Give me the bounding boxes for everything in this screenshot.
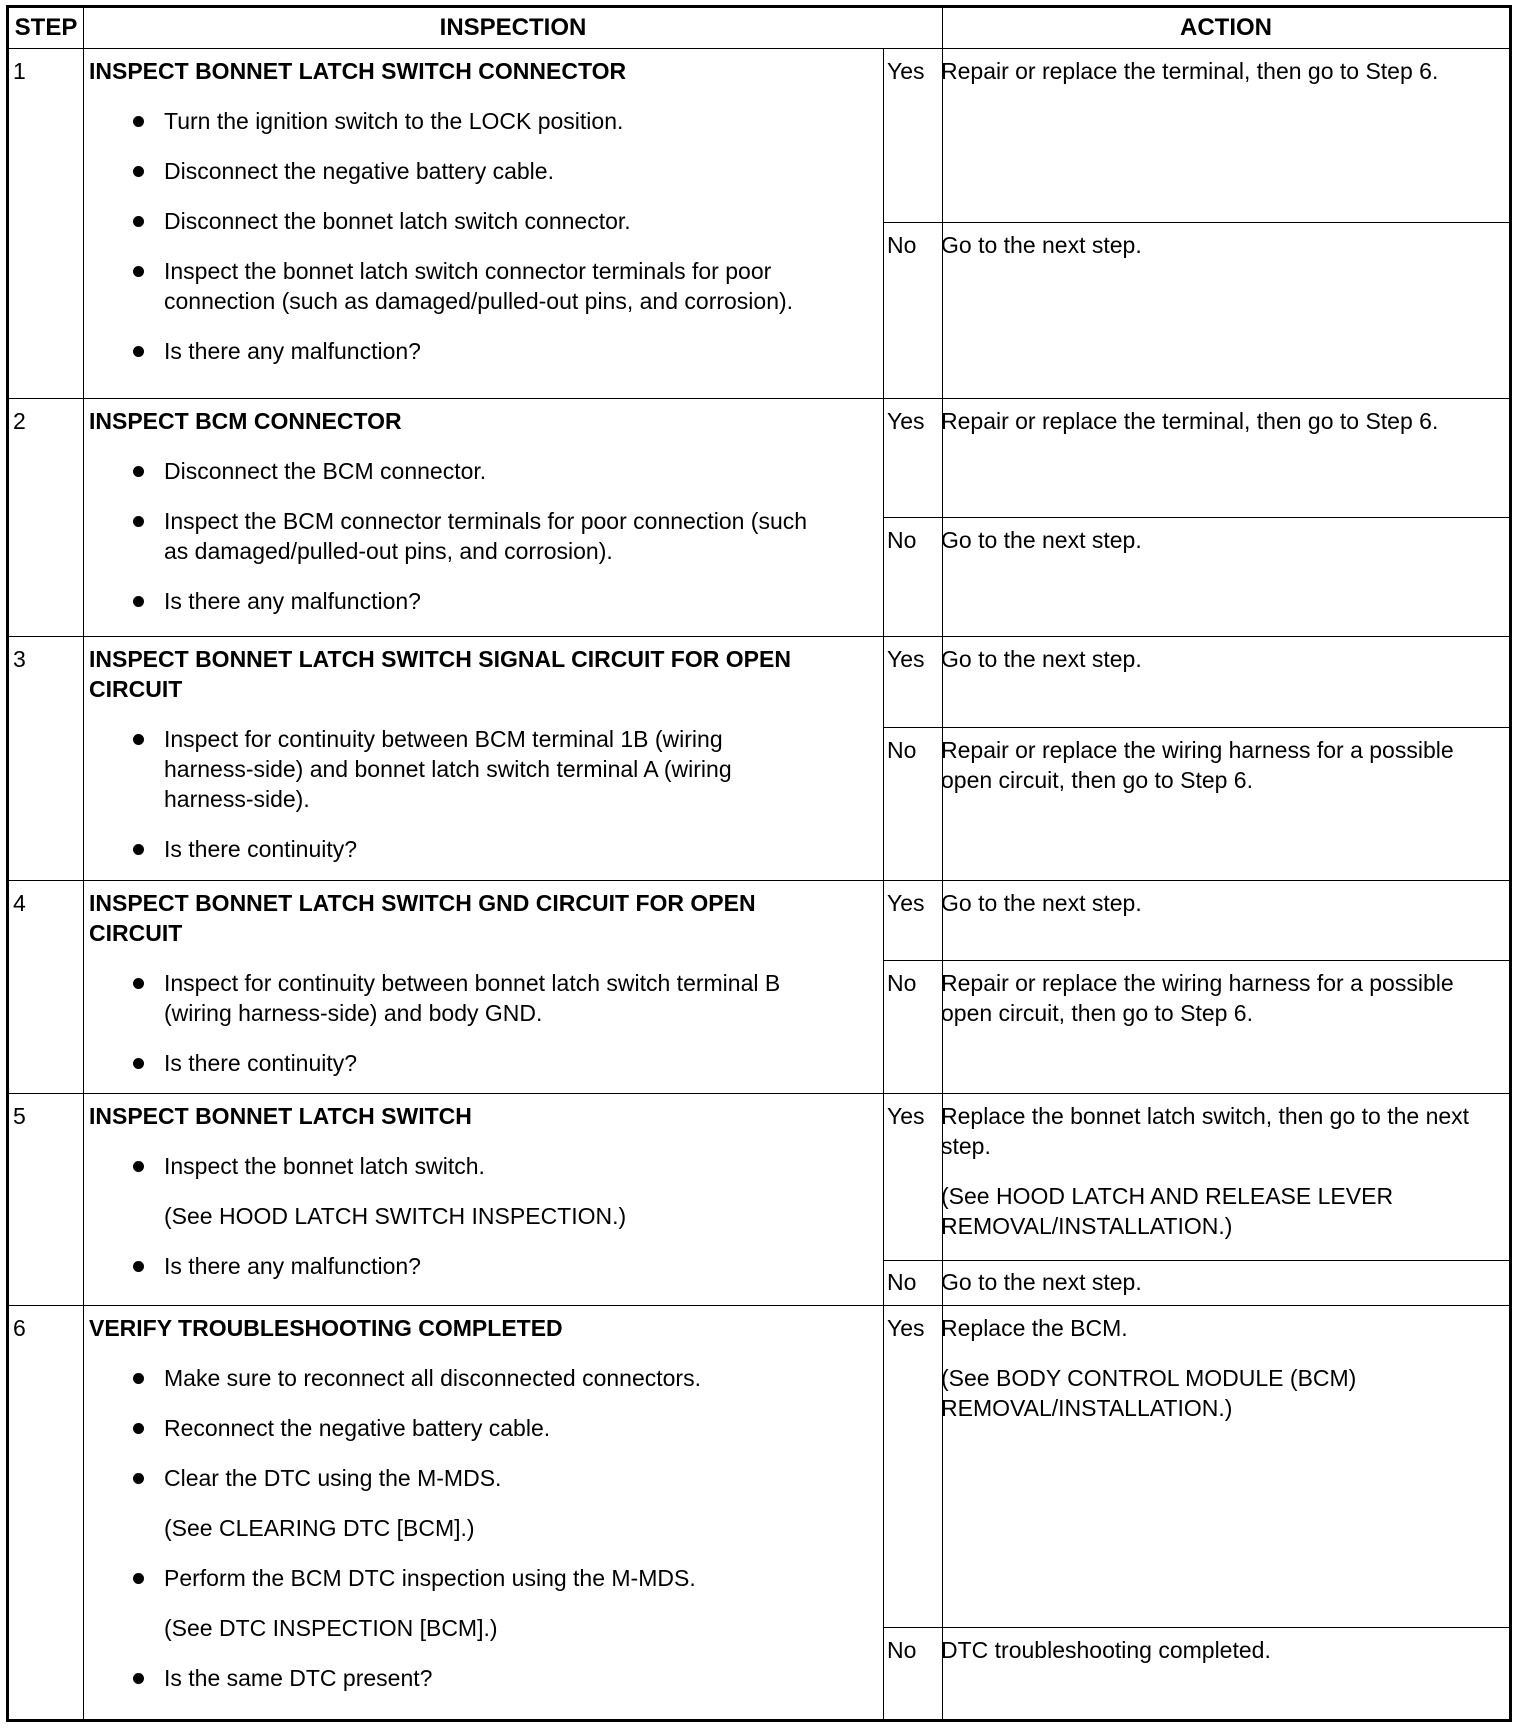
inspection-item: Perform the BCM DTC inspection using the M-MDS. — [89, 1563, 809, 1593]
action-text: Replace the BCM. — [941, 1315, 1128, 1341]
action-text: Go to the next step. — [941, 1269, 1142, 1295]
step-title: INSPECT BCM CONNECTOR — [89, 408, 402, 434]
step-2-inspection — [89, 406, 809, 616]
step-number: 4 — [13, 890, 26, 916]
inspection-item: Is there continuity? — [89, 834, 809, 864]
action-text: Go to the next step. — [941, 232, 1142, 258]
header-step: STEP — [14, 14, 78, 41]
yes-label: Yes — [887, 58, 925, 84]
no-label: No — [887, 737, 917, 763]
step-number: 3 — [13, 646, 26, 672]
no-action — [941, 525, 1509, 555]
yes-label: Yes — [887, 890, 925, 916]
inspection-item: Is there any malfunction? — [89, 586, 809, 616]
step-number: 1 — [13, 58, 26, 84]
yes-action — [941, 1101, 1509, 1241]
inspection-item: Disconnect the bonnet latch switch connector. — [89, 206, 809, 236]
no-label: No — [887, 232, 917, 258]
step-3-inspection — [89, 644, 809, 864]
inspection-item: Turn the ignition switch to the LOCK position. — [89, 106, 809, 136]
no-action — [941, 1267, 1509, 1297]
step-title: INSPECT BONNET LATCH SWITCH — [89, 1103, 472, 1129]
inspection-item: Disconnect the BCM connector. — [89, 456, 809, 486]
inspection-item: Is there any malfunction? — [89, 336, 809, 366]
inspection-item: Inspect the bonnet latch switch. — [89, 1151, 809, 1181]
yes-label: Yes — [887, 1315, 925, 1341]
no-action — [941, 1635, 1509, 1665]
action-text: DTC troubleshooting completed. — [941, 1637, 1271, 1663]
step-5-inspection — [89, 1101, 809, 1281]
yes-label: Yes — [887, 408, 925, 434]
yes-action — [941, 888, 1509, 918]
step-title: VERIFY TROUBLESHOOTING COMPLETED — [89, 1315, 563, 1341]
header-action: ACTION — [1180, 14, 1272, 41]
inspection-item: Inspect the BCM connector terminals for poor connection (such as damaged/pulled-out pins, and corrosion). — [89, 506, 809, 566]
inspection-item: Inspect the bonnet latch switch connector terminals for poor connection (such as damaged/pulled-out pins, and corrosion). — [89, 256, 809, 316]
inspection-item: Clear the DTC using the M-MDS. — [89, 1463, 809, 1493]
troubleshooting-table — [6, 5, 1512, 1722]
yes-label: Yes — [887, 646, 925, 672]
no-label: No — [887, 970, 917, 996]
inspection-item: Is the same DTC present? — [89, 1663, 809, 1693]
step-4-inspection — [89, 888, 809, 1078]
inspection-item: Reconnect the negative battery cable. — [89, 1413, 809, 1443]
step-title: INSPECT BONNET LATCH SWITCH GND CIRCUIT FOR OPEN CIRCUIT — [89, 890, 756, 946]
action-text: Go to the next step. — [941, 646, 1142, 672]
action-text: Repair or replace the wiring harness for a possible open circuit, then go to Step 6. — [941, 737, 1454, 793]
inspection-item: Is there any malfunction? — [89, 1251, 809, 1281]
step-number: 5 — [13, 1103, 26, 1129]
inspection-reference: (See CLEARING DTC [BCM].) — [164, 1515, 475, 1541]
step-6-inspection — [89, 1313, 809, 1693]
yes-label: Yes — [887, 1103, 925, 1129]
action-text: Replace the bonnet latch switch, then go to the next step. — [941, 1103, 1470, 1159]
yes-action — [941, 406, 1509, 436]
action-text: Go to the next step. — [941, 527, 1142, 553]
inspection-item: Is there continuity? — [89, 1048, 809, 1078]
inspection-item: Inspect for continuity between BCM terminal 1B (wiring harness-side) and bonnet latch switch terminal A (wiring harness-side). — [89, 724, 809, 814]
step-title: INSPECT BONNET LATCH SWITCH SIGNAL CIRCUIT FOR OPEN CIRCUIT — [89, 646, 791, 702]
inspection-item: Make sure to reconnect all disconnected connectors. — [89, 1363, 809, 1393]
header-inspection: INSPECTION — [439, 14, 587, 41]
step-title: INSPECT BONNET LATCH SWITCH CONNECTOR — [89, 58, 627, 84]
no-action — [941, 735, 1509, 795]
no-label: No — [887, 1269, 917, 1295]
yes-action — [941, 644, 1509, 674]
inspection-reference: (See HOOD LATCH SWITCH INSPECTION.) — [164, 1203, 627, 1229]
action-reference: (See BODY CONTROL MODULE (BCM) REMOVAL/INSTALLATION.) — [941, 1365, 1357, 1421]
action-text: Repair or replace the terminal, then go to Step 6. — [941, 58, 1439, 84]
action-text: Go to the next step. — [941, 890, 1142, 916]
no-label: No — [887, 1637, 917, 1663]
step-number: 2 — [13, 408, 26, 434]
no-action — [941, 968, 1509, 1028]
inspection-item: Disconnect the negative battery cable. — [89, 156, 809, 186]
action-text: Repair or replace the terminal, then go to Step 6. — [941, 408, 1439, 434]
yes-action — [941, 56, 1509, 86]
action-text: Repair or replace the wiring harness for a possible open circuit, then go to Step 6. — [941, 970, 1454, 1026]
inspection-reference: (See DTC INSPECTION [BCM].) — [164, 1615, 498, 1641]
inspection-item: Inspect for continuity between bonnet latch switch terminal B (wiring harness-side) and body GND. — [89, 968, 809, 1028]
yes-action — [941, 1313, 1509, 1423]
no-label: No — [887, 527, 917, 553]
step-number: 6 — [13, 1315, 26, 1341]
step-1-inspection — [89, 56, 809, 366]
no-action — [941, 230, 1509, 260]
action-reference: (See HOOD LATCH AND RELEASE LEVER REMOVAL/INSTALLATION.) — [941, 1183, 1394, 1239]
